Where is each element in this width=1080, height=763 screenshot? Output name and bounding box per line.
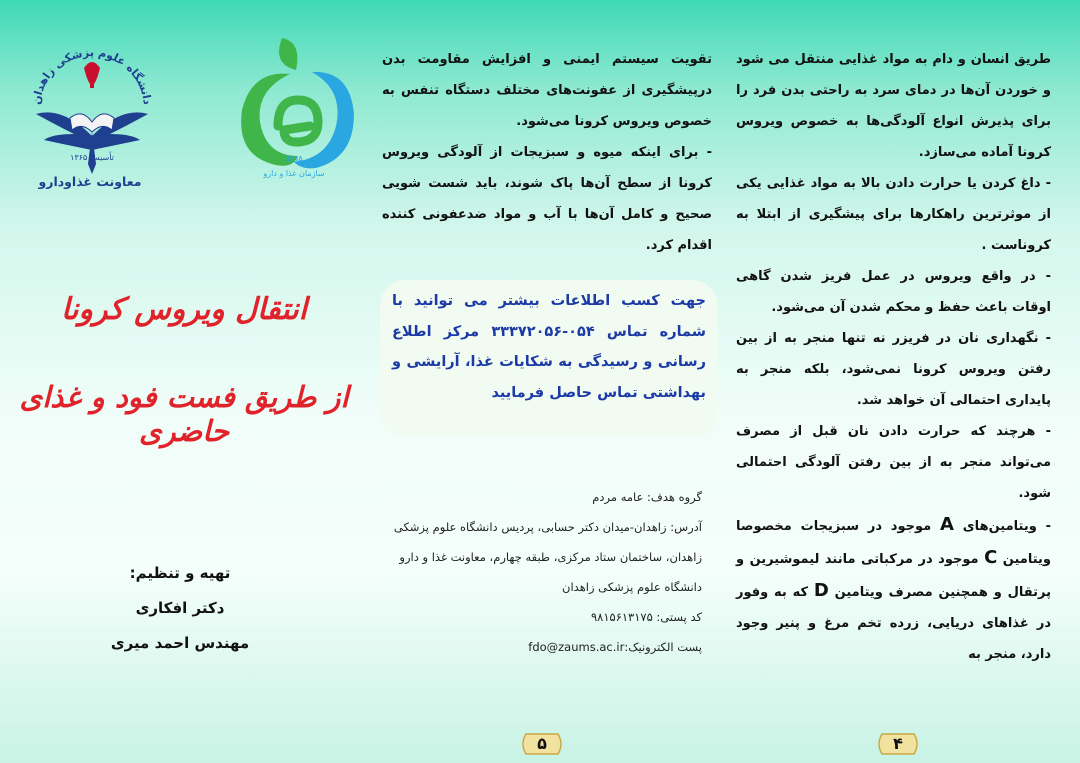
target-group: گروه هدف: عامه مردم (592, 490, 702, 504)
ifda-caption: سازمان غذا و دارو (263, 169, 325, 178)
cover-title-line1: انتقال ویروس کرونا (60, 292, 308, 327)
page4-paragraph: - در واقع ویروس در عمل فریز شدن گاهی اوقات باعث حفظ و محکم شدن آن می‌شود. (736, 269, 1051, 315)
ifda-abbr: IFDA (284, 155, 304, 164)
contact-callout (380, 280, 718, 438)
credits-heading: تهیه و تنظیم: (129, 564, 231, 582)
page4-paragraph: - هرچند که حرارت دادن نان قبل از مصرف می‌تواند منجر به از بین رفتن آلودگی احتمالی شود. (736, 424, 1051, 501)
vitamin-a: A (940, 514, 954, 535)
page4-paragraph: - داغ کردن یا حرارت دادن بالا به مواد غذایی یکی از موثرترین راهکارها برای پیشگیری از ابتلا به کروناست . (736, 176, 1051, 253)
author-1: دکتر افکاری (135, 599, 225, 617)
vitamin-c: C (984, 547, 998, 568)
contact-callout-text: جهت کسب اطلاعات بیشتر می توانید با شماره تماس ۰۵۴-۳۳۳۷۲۰۵۶ مرکز اطلاع رسانی و رسیدگی به شکایات غذا، آرایشی و بهداشتی تماس حاصل فرمایید (392, 293, 707, 401)
credits (100, 556, 260, 661)
university-logo (22, 26, 158, 196)
vitamin-d: D (813, 580, 829, 601)
founded-text: تأسیس ۱۳۶۵ (70, 153, 114, 162)
page4-vitamin-paragraph: - ویتامین‌های A موجود در سبزیجات مخصوصا ویتامین C موجود در مرکباتی مانند لیموشیرین و پرتقال و همچنین مصرف ویتامین D که به وفور در غذاهای دریایی، زرده تخم مرغ و پنیر وجود دارد، منجر به (736, 514, 1051, 662)
university-caption: معاونت غذاودارو (38, 174, 142, 189)
page4-paragraph: طریق انسان و دام به مواد غذایی منتقل می شود و خوردن آن‌ها در دمای سرد به راحتی بدن فرد را برای پذیرش انواع آلودگی‌ها به خصوص ویروس کرونا آماده می‌سازد. (736, 52, 1051, 160)
postal-code: کد پستی: ۹۸۱۵۶۱۳۱۷۵ (591, 610, 702, 624)
page5-text (382, 44, 712, 261)
page4-paragraph: - نگهداری نان در فریزر نه تنها منجر به از بین رفتن ویروس کرونا نمی‌شود، بلکه منجر به پایداری احتمالی آن خواهد شد. (736, 331, 1051, 408)
page5-paragraph: تقویت سیستم ایمنی و افزایش مقاومت بدن درپیشگیری از عفونت‌های مختلف دستگاه تنفس به خصوص ویروس کرونا می‌شود. (382, 52, 712, 129)
ifda-emblem-icon (241, 72, 354, 168)
page5-paragraph: - برای اینکه میوه و سبزیجات از آلودگی ویروس کرونا از سطح آن‌ها پاک شوند، باید شست شویی صحیح و کامل آن‌ها با آب و مواد ضدعفونی کننده اقدام کرد. (382, 145, 712, 253)
contact-info (380, 482, 702, 662)
emblem-icon (84, 62, 100, 88)
email[interactable]: پست الکترونیک:fdo@zaums.ac.ir (528, 640, 702, 654)
author-2: مهندس احمد میری (110, 634, 250, 652)
cover-title-line2: از طریق فست فود و غذای حاضری (19, 380, 349, 448)
page4-text (736, 44, 1051, 670)
ifda-logo (232, 30, 360, 186)
page-number-5: ۵ (520, 728, 564, 760)
university-arc-text: دانشگاه علوم پزشکی زاهدان (29, 45, 154, 106)
address: آدرس: زاهدان-میدان دکتر حسابی، پردیس دانشگاه علوم پزشکی زاهدان، ساختمان ستاد مرکزی، طبقه چهارم، معاونت غذا و دارو دانشگاه علوم پزشکی زاهدان (393, 520, 702, 594)
page-number-4: ۴ (876, 728, 920, 760)
ifda-leaf-icon (279, 38, 297, 70)
